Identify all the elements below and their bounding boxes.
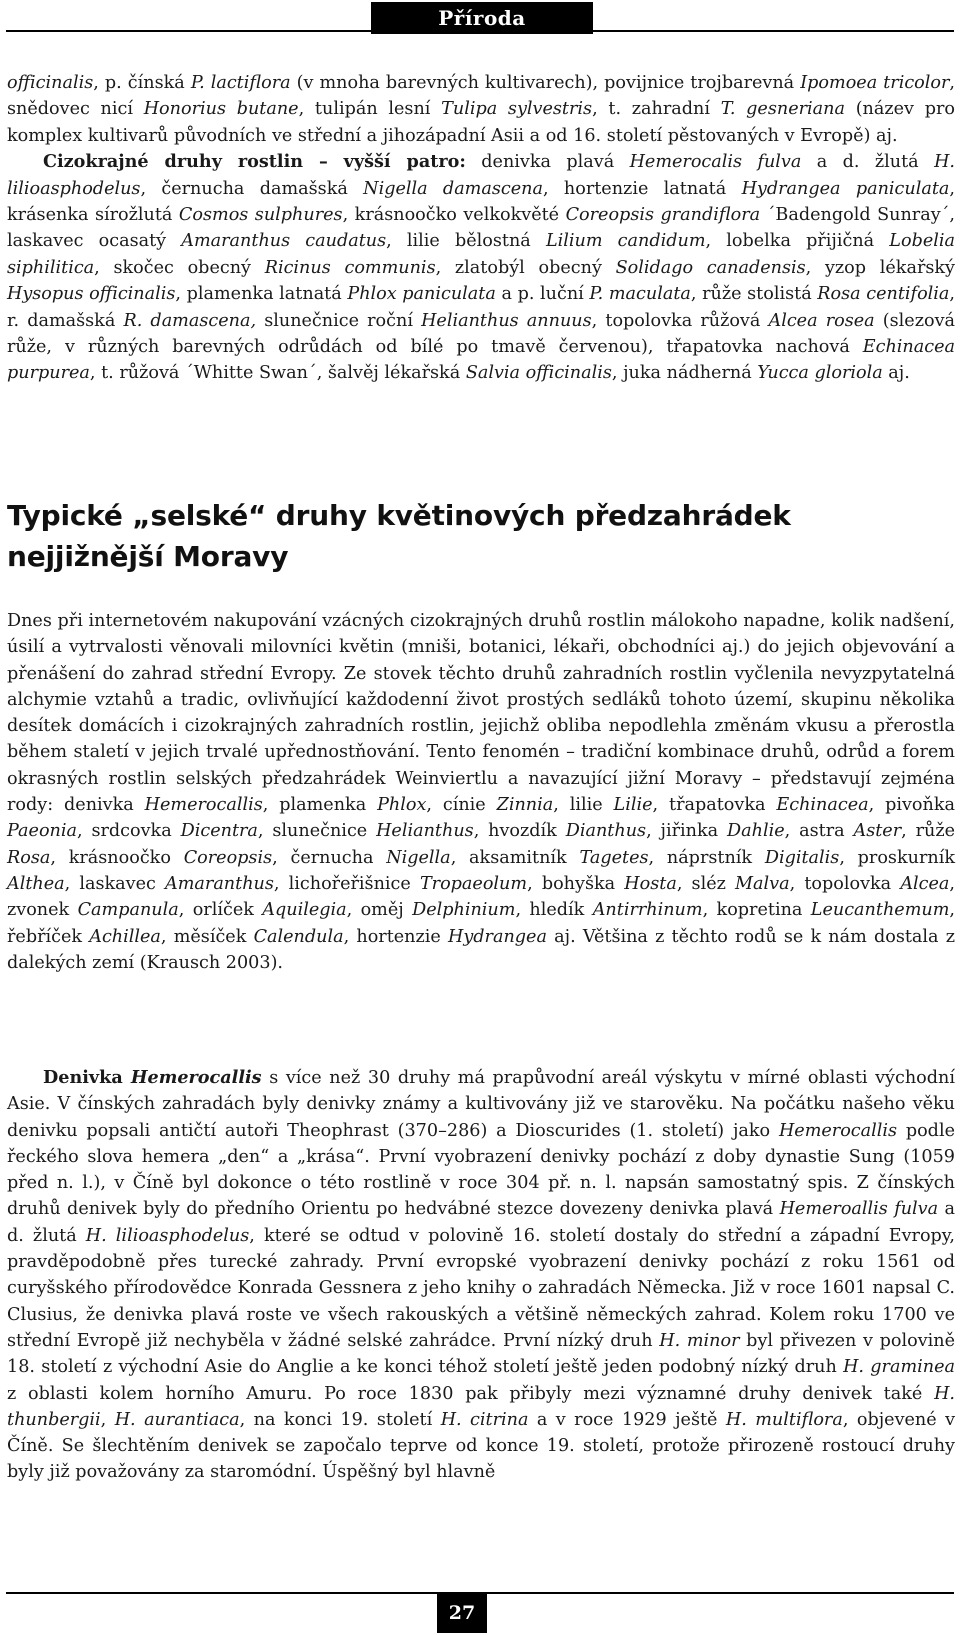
text-run: , bohyška bbox=[527, 873, 625, 894]
text-run: z oblasti kolem horního Amuru. Po roce 1830 pak přibyly mezi významné druhy denivek také bbox=[7, 1383, 935, 1404]
latin-name: Yucca gloriola bbox=[757, 363, 883, 384]
latin-name: Aster bbox=[853, 821, 902, 842]
text-run: denivka plavá bbox=[465, 152, 630, 173]
latin-name: Antirrhinum bbox=[592, 900, 703, 921]
latin-name: H. lilioasphodelus bbox=[85, 1225, 250, 1246]
text-run: a p. luční bbox=[495, 284, 590, 305]
text-run: , růže stolistá bbox=[690, 284, 818, 305]
latin-name: Echinacea purpurea bbox=[7, 337, 955, 384]
text-run: , snědovec nicí bbox=[7, 73, 955, 120]
latin-name: Tulipa sylvestris bbox=[441, 99, 593, 120]
latin-name: H. aurantiaca bbox=[114, 1409, 240, 1430]
section-title: Příroda bbox=[371, 2, 593, 34]
latin-name: Digitalis bbox=[764, 847, 840, 868]
text-run: , lobelka přijičná bbox=[705, 231, 890, 252]
text-run: , objevené v Číně. Se šlechtěním denivek se započalo teprve od konce 19. století, protože přirozeně rostoucí druhy byly již považovány za staromódní. Úspěšný byl hlavně bbox=[7, 1409, 956, 1483]
text-run: , skočec obecný bbox=[94, 257, 265, 278]
text-run: , tulipán lesní bbox=[298, 99, 442, 120]
latin-name: Nigella bbox=[386, 847, 451, 868]
latin-name: Dicentra bbox=[180, 821, 258, 842]
text-run: , topolovka bbox=[789, 873, 901, 894]
text-run: , kopretina bbox=[702, 900, 811, 921]
text-run: s více než 30 druhy má prapůvodní areál výskytu v mírné oblasti východní Asie. V čínských zahradách byly denivky známy a kultivovány již ve starověku. Na počátku našeho věku denivku popsali antičtí autoři Theophrast (370–286) a Dioscurides (1. století) jako bbox=[7, 1068, 955, 1141]
text-run: , měsíček bbox=[160, 926, 254, 947]
latin-name: Lobelia siphilitica bbox=[7, 231, 955, 278]
latin-name: Tagetes bbox=[579, 847, 649, 868]
text-run: , lilie bělostná bbox=[386, 231, 546, 252]
text-run: aj. bbox=[882, 363, 910, 384]
text-run: ´Badengold Sunray´, laskavec ocasatý bbox=[7, 205, 956, 252]
latin-name: Hydrangea bbox=[448, 926, 547, 947]
text-run: , černucha bbox=[272, 847, 387, 868]
text-run: , hortenzie bbox=[343, 926, 449, 947]
latin-name: Alcea bbox=[900, 873, 950, 894]
latin-name: Malva bbox=[735, 873, 790, 894]
text-run: , krásnoočko bbox=[50, 847, 184, 868]
text-run: , juka nádherná bbox=[611, 363, 758, 384]
text-run: , hvozdík bbox=[473, 821, 566, 842]
text-run: Dnes při internetovém nakupování vzácných cizokrajných druhů rostlin málokoho napadne, kolik nadšení, úsilí a vytrvalosti věnovali milovníci květin (mniši, botanici, lékaři, obchodníci aj.) do jejich objevování a přenášení do zahrad střední Evropy. Ze stovek těchto druhů zahradních rostlin vyčlenila nevyzpytatelná alchymie vztahů a tradic, ovlivňující každodenní život prostých sedláků tohoto území, skupinu několika desítek domácích i cizokrajných zahradních rostlin, jejichž obliba nepodlehla změnám vkusu a přerostla během staletí v jejich trvalé upřednostňování. Tento fenomén – tradiční kombinace druhů, odrůd a forem okrasných rostlin selských předzahrádek Weinviertlu a navazující jižní Moravy – představují zejména rody: denivka bbox=[7, 611, 955, 816]
text-run: , jiřinka bbox=[646, 821, 728, 842]
latin-name: Hemerocallis bbox=[130, 1067, 262, 1088]
latin-name: Echinacea bbox=[776, 795, 869, 816]
text-run: , zlatobýl obecný bbox=[435, 257, 616, 278]
text-run: , oměj bbox=[346, 900, 413, 921]
latin-name: officinalis bbox=[7, 73, 94, 93]
text-run: , řebříček bbox=[7, 900, 955, 947]
latin-name: Hemerocallis bbox=[778, 1120, 898, 1141]
text-run: (v mnoha barevných kultivarech), povijnice trojbarevná bbox=[290, 73, 801, 93]
text-run: , které se odtud v polovině 16. století dostaly do střední a západní Evropy, pravděpodobně přes turecké zahrady. První evropské vyobrazení denivky pochází z roku 1561 od curyšského přírodovědce Konrada Gessnera z jeho knihy o zahradách Německa. Již v roce 1601 napsal C. Clusius, že denivka plavá roste ve všech rakouských a většině německých zahrad. Kolem roku 1700 ve střední Evropě již nechyběla v žádné selské zahrádce. První nízký druh bbox=[7, 1225, 955, 1351]
text-run: , krásenka sírožlutá bbox=[7, 178, 955, 226]
latin-name: T. gesneriana bbox=[720, 99, 845, 120]
latin-name: Hemerocalis fulva bbox=[629, 152, 802, 173]
text-run: , černucha damašská bbox=[140, 178, 364, 199]
text-run: , p. čínská bbox=[93, 73, 191, 93]
latin-name: Ricinus communis bbox=[264, 257, 436, 278]
text-run: , sléz bbox=[676, 873, 736, 894]
text-run: a d. žlutá bbox=[801, 152, 935, 173]
latin-name: Hemerocallis bbox=[144, 795, 263, 816]
latin-name: Helianthus annuus bbox=[421, 310, 592, 331]
latin-name: Nigella damascena bbox=[363, 178, 543, 199]
latin-name: H. graminea bbox=[843, 1357, 956, 1378]
latin-name: H. thunbergii bbox=[7, 1383, 955, 1430]
text-run: a d. žlutá bbox=[7, 1199, 955, 1246]
section-heading bbox=[7, 495, 955, 577]
latin-name: Lilie bbox=[613, 795, 653, 816]
text-run: aj. Většina z těchto rodů se k nám dostala z dalekých zemí (Krausch 2003). bbox=[7, 926, 955, 973]
latin-name: Cosmos sulphures bbox=[178, 205, 343, 226]
latin-name: Paeonia bbox=[7, 821, 77, 842]
latin-name: Hysopus officinalis bbox=[7, 284, 176, 305]
latin-name: Rosa centifolia bbox=[817, 284, 950, 305]
latin-name: Achillea bbox=[89, 926, 161, 947]
latin-name: Hosta bbox=[624, 873, 677, 894]
text-run: , bbox=[100, 1409, 115, 1430]
latin-name: Hemeroallis fulva bbox=[779, 1199, 939, 1220]
text-run: , r. damašská bbox=[7, 284, 955, 331]
latin-name: Lilium candidum bbox=[545, 231, 706, 252]
text-run: , lichořeřišnice bbox=[273, 873, 420, 894]
latin-name: Phlox bbox=[377, 795, 427, 816]
latin-name: Leucanthemum bbox=[810, 900, 950, 921]
latin-name: P. maculata bbox=[589, 284, 691, 305]
bold-term: Denivka bbox=[43, 1067, 131, 1088]
heading-line-1: Typické „selské“ druhy květinových předzahrádek bbox=[7, 499, 791, 532]
latin-name: Solidago canadensis bbox=[615, 257, 806, 278]
latin-name: Ipomoea tricolor bbox=[800, 73, 950, 93]
latin-name: Amaranthus caudatus bbox=[181, 231, 387, 252]
text-run: , pivoňka bbox=[868, 795, 955, 816]
latin-name: P. lactiflora bbox=[190, 73, 291, 93]
text-run: , laskavec bbox=[64, 873, 166, 894]
text-run: , yzop lékařský bbox=[805, 257, 955, 278]
heading-line-2: nejjižnější Moravy bbox=[7, 540, 289, 573]
latin-name: Calendula bbox=[253, 926, 344, 947]
text-run: , t. růžová ´Whitte Swan´, šalvěj lékařská bbox=[89, 363, 466, 384]
latin-name: H. multiflora bbox=[725, 1409, 843, 1430]
latin-name: Coreopsis bbox=[183, 847, 273, 868]
latin-name: Zinnia bbox=[496, 795, 554, 816]
text-run: , cínie bbox=[426, 795, 497, 816]
latin-name: H. citrina bbox=[440, 1409, 529, 1430]
paragraph-plant-list bbox=[7, 70, 955, 387]
latin-name: Alcea rosea bbox=[768, 310, 875, 331]
text-run: slunečnice roční bbox=[256, 310, 422, 331]
text-run: , topolovka růžová bbox=[591, 310, 769, 331]
bold-term: Cizokrajné druhy rostlin – vyšší patro: bbox=[43, 151, 466, 173]
paragraph-intro bbox=[7, 608, 955, 976]
text-run: , třapatovka bbox=[652, 795, 777, 816]
latin-name: Campanula bbox=[77, 900, 179, 921]
latin-name: H. minor bbox=[659, 1330, 740, 1351]
text-run: , zvonek bbox=[7, 873, 956, 921]
text-run: (název pro komplex kultivarů původních ve střední a jihozápadní Asii a od 16. století pěstovaných v Evropě) aj. bbox=[7, 99, 955, 146]
text-run: , proskurník bbox=[839, 847, 955, 868]
text-run: , plamenka bbox=[262, 795, 378, 816]
latin-name: Salvia officinalis bbox=[465, 363, 612, 384]
latin-name: Hydrangea paniculata bbox=[741, 178, 950, 199]
latin-name: Tropaeolum bbox=[419, 873, 528, 894]
text-run: , slunečnice bbox=[257, 821, 377, 842]
text-run: , krásnoočko velkokvěté bbox=[342, 205, 566, 226]
latin-name: Amaranthus bbox=[165, 873, 274, 894]
latin-name: Althea bbox=[7, 873, 65, 894]
text-run: , t. zahradní bbox=[592, 99, 721, 120]
text-run: , srdcovka bbox=[77, 821, 181, 842]
latin-name: H. lilioasphodelus bbox=[7, 152, 955, 199]
text-run: , na konci 19. století bbox=[239, 1409, 441, 1430]
latin-name: Dahlie bbox=[727, 821, 785, 842]
latin-name: Helianthus bbox=[376, 821, 474, 842]
text-run: podle řeckého slova hemera „den“ a „krása“. První vyobrazení denivky pochází z doby dynastie Sung (1059 před n. l.), v Číně byl dokonce o této rostlině v roce 304 př. n. l. napsán samostatný spis. Z čínských druhů denivek byly do předního Orientu po hedvábné stezce dovezeny denivka plavá bbox=[7, 1120, 955, 1220]
text-run: , lilie bbox=[553, 795, 614, 816]
text-run: , náprstník bbox=[648, 847, 765, 868]
text-run: , plamenka latnatá bbox=[175, 284, 348, 305]
text-run: , orlíček bbox=[178, 900, 263, 921]
latin-name: Delphinium bbox=[412, 900, 516, 921]
latin-name: Dianthus bbox=[565, 821, 647, 842]
text-run: byl přivezen v polovině 18. století z východní Asie do Anglie a ke konci téhož století ještě jeden podobný nízký druh bbox=[7, 1330, 956, 1378]
latin-name: Phlox paniculata bbox=[347, 284, 496, 305]
text-run: a v roce 1929 ještě bbox=[528, 1409, 726, 1430]
latin-name: Rosa bbox=[7, 847, 51, 868]
page-number: 27 bbox=[437, 1593, 487, 1633]
latin-name: Aquilegia bbox=[262, 900, 347, 921]
text-run: (slezová růže, v různých barevných odrůdách od bílé po tmavě červenou), třapatovka nachová bbox=[7, 310, 956, 358]
latin-name: Coreopsis grandiflora bbox=[565, 205, 761, 226]
latin-name: R. damascena, bbox=[123, 310, 257, 331]
text-run: , hortenzie latnatá bbox=[542, 178, 742, 199]
paragraph-denivka bbox=[7, 1065, 955, 1486]
text-run: , aksamitník bbox=[450, 847, 580, 868]
text-run: , hledík bbox=[515, 900, 593, 921]
latin-name: Honorius butane bbox=[143, 99, 299, 120]
text-run: , růže bbox=[901, 821, 956, 842]
text-run: , astra bbox=[784, 821, 854, 842]
